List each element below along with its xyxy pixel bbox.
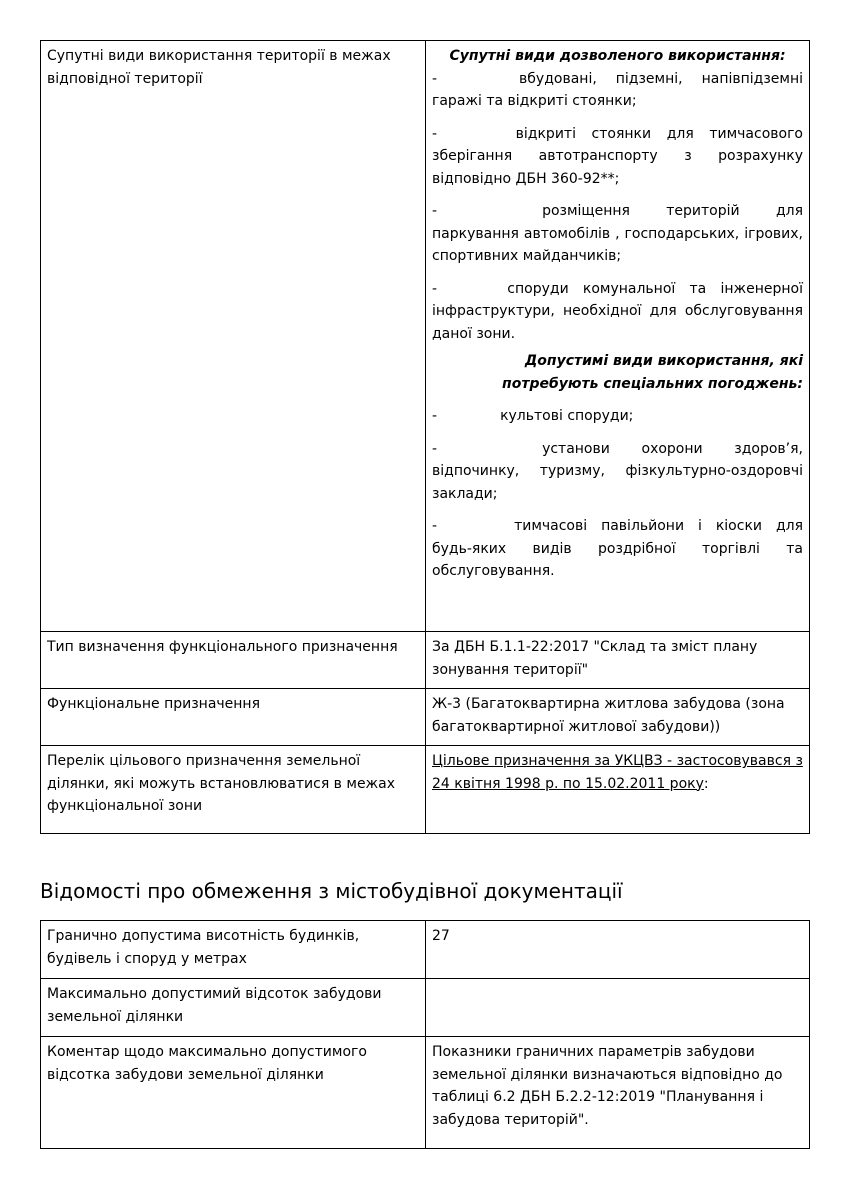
list-item: - відкриті стоянки для тимчасового зберігання автотранспорту з розрахунку відповідно ДБН 360-92**; (432, 125, 803, 187)
row-label-coverage-comment (41, 1037, 426, 1149)
allowed-uses-list (432, 68, 803, 346)
value-text: Ж-3 (Багатоквартирна житлова забудова (зона багатоквартирної житлової забудови)) (432, 696, 785, 735)
row-label-target-purpose-list (41, 746, 426, 834)
list-item: - споруди комунальної та інженерної інфраструктури, необхідної для обслуговування даної зони. (432, 280, 804, 342)
link-suffix: : (703, 775, 709, 792)
label-text: Функціональне призначення (47, 696, 261, 712)
label-text: Гранично допустима висотність будинків, будівель і споруд у метрах (47, 928, 360, 967)
land-use-table (40, 40, 810, 834)
row-value-definition-type (426, 632, 810, 689)
table-row (41, 979, 810, 1037)
row-value-max-height (426, 921, 810, 979)
special-uses-list (432, 405, 803, 583)
list-item: - установи охорони здоров’я, відпочинку, туризму, фізкультурно-оздоровчі заклади; (432, 440, 803, 502)
label-text: Перелік цільового призначення земельної ділянки, які можуть встановлюватися в межах функціональної зони (47, 753, 396, 814)
table-row (41, 632, 810, 689)
value-text: Показники граничних параметрів забудови земельної ділянки визначаються відповідно до таблиці 6.2 ДБН Б.2.2-12:2019 "Планування і забудова територій". (432, 1044, 783, 1128)
value-text: За ДБН Б.1.1-22:2017 "Склад та зміст плану зонування території" (432, 639, 758, 678)
row-value-functional-purpose (426, 689, 810, 746)
row-value-max-coverage (426, 979, 810, 1037)
allowed-uses-heading: Супутні види дозволеного використання: (449, 48, 786, 64)
value-text: 27 (432, 928, 450, 944)
table-row (41, 746, 810, 834)
row-value-accompanying-uses (426, 41, 810, 632)
row-value-target-purpose-list (426, 746, 810, 834)
row-value-coverage-comment (426, 1037, 810, 1149)
special-uses-heading: Допустимі види використання, які потребують спеціальних погоджень: (502, 353, 803, 392)
row-label-max-coverage (41, 979, 426, 1037)
table-row (41, 1037, 810, 1149)
label-text: Супутні види використання території в межах відповідної території (47, 48, 391, 87)
row-label-max-height (41, 921, 426, 979)
row-label-functional-purpose (41, 689, 426, 746)
restrictions-table (40, 920, 810, 1149)
list-item: - вбудовані, підземні, напівпідземні гаражі та відкриті стоянки; (432, 70, 803, 109)
table-row (41, 921, 810, 979)
row-label-accompanying-uses (41, 41, 426, 632)
section-title: Відомості про обмеження з містобудівної документації (40, 879, 623, 903)
list-item: - розміщення територій для паркування автомобілів , господарських, ігрових, спортивних майданчиків; (432, 203, 803, 264)
list-item: - тимчасові павільйони і кіоски для будь-яких видів роздрібної торгівлі та обслуговування. (432, 518, 803, 579)
label-text: Коментар щодо максимально допустимого відсотка забудови земельної ділянки (47, 1044, 367, 1083)
label-text: Максимально допустимий відсоток забудови земельної ділянки (47, 986, 382, 1025)
list-item: - культові споруди; (432, 408, 634, 424)
table-row (41, 689, 810, 746)
table-row (41, 41, 810, 632)
row-label-definition-type (41, 632, 426, 689)
label-text: Тип визначення функціонального призначення (47, 639, 398, 655)
ukcvz-target-purpose-link[interactable]: Цільове призначення за УКЦВЗ - застосовувався з 24 квітня 1998 р. по 15.02.2011 року (432, 753, 803, 792)
